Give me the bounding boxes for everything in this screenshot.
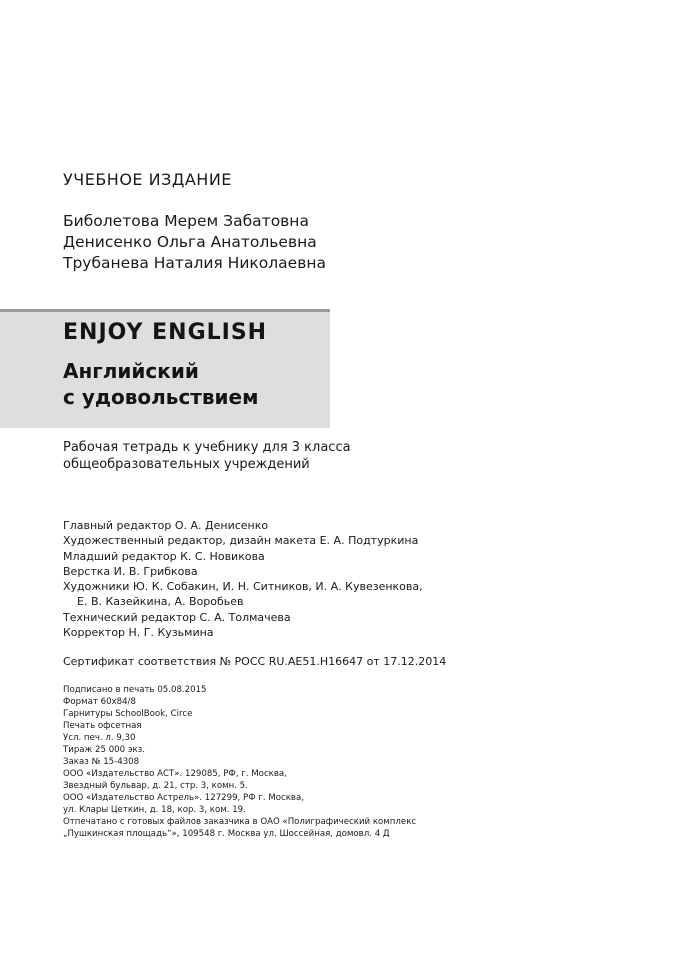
author-name: Денисенко Ольга Анатольевна	[63, 233, 317, 251]
imprint-line: ул. Клары Цеткин, д. 18, кор. 3, ком. 19.	[63, 805, 246, 815]
title-russian	[63, 358, 258, 410]
credit-line: Е. В. Казейкина, А. Воробьев	[77, 595, 244, 609]
author-name: Трубанева Наталия Николаевна	[63, 254, 326, 272]
subtitle	[63, 439, 351, 473]
credit-line: Художественный редактор, дизайн макета Е. А. Подтуркина	[63, 534, 419, 548]
author-name: Биболетова Мерем Забатовна	[63, 212, 309, 230]
credit-line: Младший редактор К. С. Новикова	[63, 549, 265, 563]
imprint-line: Тираж 25 000 экз.	[63, 745, 146, 755]
imprint-line: Усл. печ. л. 9,30	[63, 733, 136, 743]
imprint-line: ООО «Издательство Астрель». 127299, РФ г. Москва,	[63, 793, 304, 803]
credit-line: Корректор Н. Г. Кузьмина	[63, 626, 214, 640]
title-russian-line: с удовольствием	[63, 385, 259, 409]
edition-type: УЧЕБНОЕ ИЗДАНИЕ	[63, 170, 232, 189]
credit-line: Главный редактор О. А. Денисенко	[63, 519, 269, 532]
imprint-line: ООО «Издательство АСТ». 129085, РФ, г. Москва,	[63, 769, 287, 779]
title-english: ENJOY ENGLISH	[63, 320, 268, 345]
credits-list	[63, 518, 423, 640]
imprint-line: Подписано в печать 05.08.2015	[63, 685, 207, 695]
title-russian-line: Английский	[63, 359, 199, 383]
credit-line: Художники Ю. К. Собакин, И. Н. Ситников, И. А. Кувезенкова,	[63, 580, 423, 594]
authors-block	[63, 211, 326, 274]
credit-line: Верстка И. В. Грибкова	[63, 564, 198, 578]
subtitle-line: общеобразовательных учреждений	[63, 457, 310, 472]
imprint-line: Отпечатано с готовых файлов заказчика в ОАО «Полиграфический комплекс	[63, 817, 417, 827]
imprint-line: „Пушкинская площадь“», 109548 г. Москва ул. Шоссейная, домовл. 4 Д	[63, 829, 390, 839]
subtitle-line: Рабочая тетрадь к учебнику для 3 класса	[63, 440, 351, 455]
imprint-line: Заказ № 15-4308	[63, 757, 140, 767]
certificate: Сертификат соответствия № РОСС RU.AE51.H16647 от 17.12.2014	[63, 655, 447, 668]
imprint-details	[63, 684, 416, 840]
imprint-line: Звездный бульвар, д. 21, стр. 3, комн. 5.	[63, 781, 248, 791]
imprint-line: Печать офсетная	[63, 721, 142, 731]
imprint-line: Формат 60х84/8	[63, 697, 136, 707]
credit-line: Технический редактор С. А. Толмачева	[63, 610, 291, 624]
imprint-line: Гарнитуры SchoolBook, Circe	[63, 709, 193, 719]
